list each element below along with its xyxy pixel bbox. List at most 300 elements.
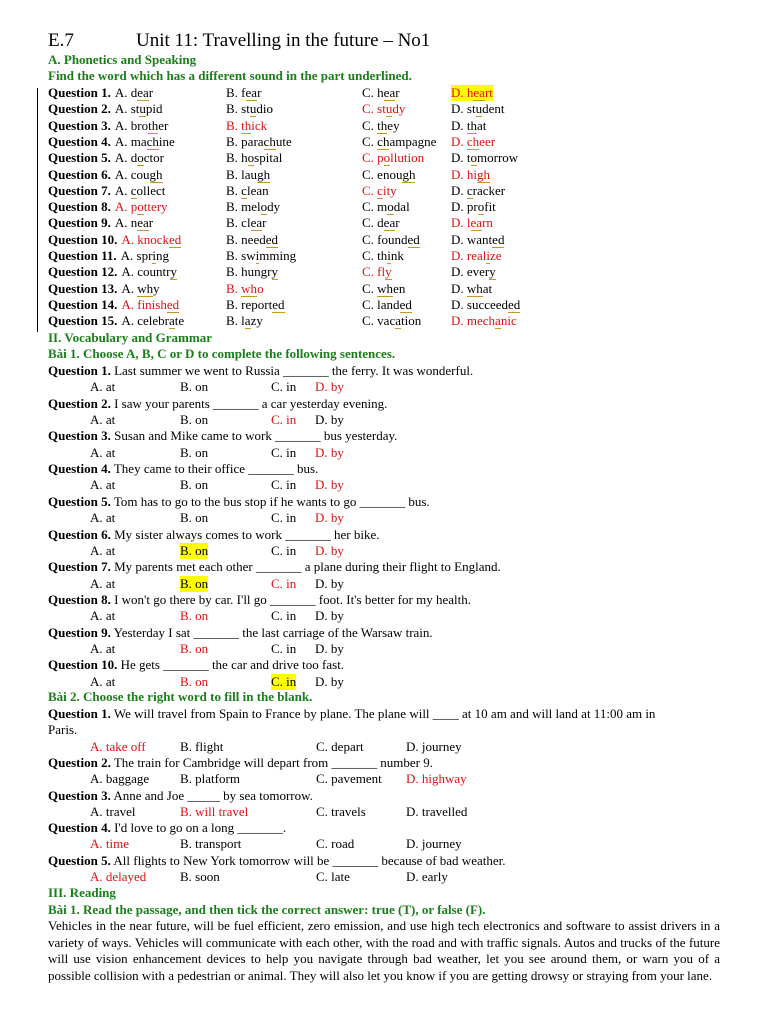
question-label <box>48 215 111 231</box>
question-number: Question 1. <box>48 85 111 100</box>
option-stem: llution <box>390 150 425 166</box>
option-letter: B. <box>226 101 242 117</box>
option-stem: st <box>130 101 140 117</box>
answer-option: B. soon <box>180 869 220 884</box>
answer-option: C. depart <box>316 738 364 754</box>
question-label <box>48 183 111 199</box>
option-letter: D. <box>451 182 467 198</box>
option-letter: A. <box>114 133 131 149</box>
option-letter: B. <box>226 150 242 166</box>
answer-option: C. pavement <box>316 771 382 787</box>
option-letter: C. <box>362 231 378 247</box>
option-letter: B. <box>226 264 242 280</box>
underlined-part: y <box>271 264 279 280</box>
answer-option: D. early <box>406 869 448 884</box>
answer-option: A. at <box>90 673 116 689</box>
answer-option <box>362 281 405 297</box>
question-label <box>48 248 117 264</box>
question-text: We will travel from Spain to France by plane. The plane will ____ at 10 am and will land at 11:00 am in <box>110 706 656 721</box>
question-line <box>48 428 397 444</box>
option-letter: A. <box>114 85 131 100</box>
option-stem: p <box>130 199 138 215</box>
option-letter: A. <box>114 101 131 117</box>
option-stem: enou <box>377 166 403 182</box>
answer-option <box>121 281 159 297</box>
answer-option: D. by <box>315 640 344 656</box>
question-number: Question 7. <box>48 182 111 198</box>
option-stem: lean <box>246 182 269 198</box>
option-letter: D. <box>451 199 467 215</box>
option-stem: er <box>158 117 169 133</box>
option-letter: B. <box>226 182 242 198</box>
option-stem: at <box>482 280 493 296</box>
underlined-part: ch <box>146 133 159 149</box>
option-letter: C. <box>362 215 378 231</box>
question-number: Question 3. <box>48 787 111 803</box>
option-stem: d <box>130 85 138 100</box>
answer-option: C. in <box>271 412 297 427</box>
option-stem: nk <box>390 248 404 263</box>
answer-option <box>362 199 410 215</box>
underlined-part: c <box>241 182 247 198</box>
option-letter: A. <box>121 264 138 280</box>
option-letter: A. <box>114 199 131 215</box>
answer-option <box>451 199 496 215</box>
option-letter: D. <box>451 313 467 329</box>
option-letter: B. <box>226 231 242 247</box>
option-stem: nic <box>500 313 517 329</box>
option-stem: rt <box>484 85 493 100</box>
question-number: Question 3. <box>48 117 111 133</box>
underlined-part: gh <box>477 166 491 182</box>
page-title <box>48 30 430 52</box>
answer-option <box>115 199 168 215</box>
answer-option <box>451 183 505 199</box>
option-letter: A. <box>121 231 138 247</box>
option-letter: A. <box>121 280 138 296</box>
option-stem: pid <box>145 101 163 117</box>
underlined-part: c <box>377 182 383 198</box>
question-number: Question 5. <box>48 852 111 868</box>
question-text: Susan and Mike came to work _______ bus yesterday. <box>110 428 398 444</box>
underlined-part: ea <box>383 85 396 100</box>
option-letter: C. <box>362 199 378 215</box>
question-text: My sister always comes to work _______ her bike. <box>110 526 380 542</box>
answer-option <box>451 264 496 280</box>
answer-option <box>226 232 278 248</box>
option-stem: finish <box>137 296 167 312</box>
option-stem: h <box>241 150 248 166</box>
answer-option: D. by <box>315 575 344 591</box>
option-stem: dio <box>256 101 273 117</box>
question-number: Question 10. <box>48 657 118 673</box>
option-letter: A. <box>121 296 138 312</box>
option-letter: A. <box>114 150 131 166</box>
answer-option: B. on <box>180 412 209 427</box>
answer-option: A. travel <box>90 803 136 819</box>
option-letter: D. <box>451 248 467 263</box>
option-letter: D. <box>451 133 467 149</box>
option-letter: D. <box>451 117 467 133</box>
answer-option: A. at <box>90 608 116 624</box>
underlined-part: gh <box>402 166 416 182</box>
underlined-part: u <box>385 101 393 117</box>
answer-option: A. at <box>90 640 116 656</box>
underlined-part: o <box>383 150 391 166</box>
answer-option <box>362 118 400 134</box>
option-letter: D. <box>451 166 467 182</box>
answer-option <box>451 150 518 166</box>
answer-option: D. travelled <box>406 803 468 819</box>
underlined-part: u <box>249 101 257 117</box>
answer-option: D. by <box>315 673 344 689</box>
answer-option <box>451 281 492 297</box>
answer-option: B. on <box>180 379 209 395</box>
option-letter: C. <box>362 182 378 198</box>
option-letter: D. <box>451 85 467 100</box>
option-stem: eer <box>479 133 496 149</box>
option-stem: land <box>377 296 400 312</box>
question-line <box>48 461 318 477</box>
option-stem: bro <box>130 117 149 133</box>
answer-option <box>115 118 168 134</box>
question-text: Tom has to go to the bus stop if he wants to go _______ bus. <box>110 493 430 509</box>
answer-option <box>451 248 502 264</box>
unit-title: Unit 11: Travelling in the future – No1 <box>136 30 431 51</box>
question-number: Question 15. <box>48 313 118 329</box>
underlined-part: ea <box>383 215 396 231</box>
option-stem: r <box>148 215 154 231</box>
option-stem: ze <box>490 248 502 263</box>
question-number: Question 6. <box>48 166 111 182</box>
answer-option: C. in <box>271 640 297 656</box>
answer-option <box>362 313 421 329</box>
option-letter: D. <box>451 264 467 280</box>
option-stem: report <box>241 296 273 312</box>
question-line <box>48 706 655 722</box>
answer-option: D. highway <box>406 771 467 787</box>
underlined-part: wh <box>137 280 154 296</box>
answer-option <box>121 297 179 313</box>
question-line <box>48 363 473 379</box>
answer-option <box>226 199 280 215</box>
answer-option: D. by <box>315 542 344 558</box>
question-number: Question 2. <box>48 754 111 770</box>
answer-option: C. in <box>271 510 297 526</box>
option-stem: found <box>377 231 408 247</box>
answer-option: D. by <box>315 510 344 526</box>
question-line <box>48 820 286 836</box>
option-letter: C. <box>362 85 378 100</box>
answer-option <box>451 134 495 150</box>
answer-option <box>226 297 285 313</box>
option-stem: ine <box>158 133 175 149</box>
option-letter: B. <box>226 296 242 312</box>
option-letter: B. <box>226 117 242 133</box>
option-stem: ey <box>387 117 400 133</box>
answer-option <box>226 150 282 166</box>
option-stem: racker <box>472 182 506 198</box>
option-stem: ma <box>130 133 147 149</box>
option-stem: fit <box>484 199 496 215</box>
question-label <box>48 232 117 248</box>
question-label <box>48 118 111 134</box>
option-stem: fl <box>377 264 386 280</box>
underlined-part: th <box>466 117 478 133</box>
option-stem: r <box>257 85 262 100</box>
option-stem: r <box>262 215 267 231</box>
option-stem: lau <box>241 166 258 182</box>
option-stem: hi <box>466 166 478 182</box>
underlined-part: ea <box>470 215 483 231</box>
underlined-part: o <box>247 150 255 166</box>
underlined-part: u <box>139 101 146 117</box>
option-stem: r <box>395 215 400 231</box>
option-letter: A. <box>114 166 131 182</box>
option-stem: r <box>148 85 154 100</box>
option-letter: B. <box>226 199 242 215</box>
option-letter: A. <box>121 313 138 329</box>
option-stem: t <box>466 150 471 166</box>
option-stem: celebr <box>137 313 169 329</box>
option-stem: tion <box>401 313 422 329</box>
option-stem: mel <box>241 199 261 215</box>
answer-option <box>362 150 424 166</box>
option-letter: C. <box>362 117 378 133</box>
question-text: All flights to New York tomorrow will be _______ because of bad weather. <box>110 852 506 868</box>
answer-option <box>362 85 400 101</box>
option-stem: sw <box>241 248 256 263</box>
answer-option <box>226 264 278 280</box>
reading-instruction: Bài 1. Read the passage, and then tick the correct answer: true (T), or false (F). <box>48 902 486 917</box>
option-stem: mming <box>259 248 297 263</box>
question-line <box>48 527 379 543</box>
question-number: Question 9. <box>48 624 111 640</box>
answer-option <box>362 134 436 150</box>
answer-option <box>115 85 153 101</box>
underlined-part: th <box>241 117 252 133</box>
underlined-part: o <box>137 199 144 215</box>
answer-option: D. by <box>315 477 344 493</box>
option-stem: para <box>241 133 264 149</box>
question-label <box>48 167 111 183</box>
underlined-part: a <box>395 313 401 329</box>
underlined-part: wh <box>241 280 258 296</box>
option-letter: B. <box>226 215 242 231</box>
underlined-part: ea <box>473 85 485 100</box>
question-line <box>48 396 387 412</box>
answer-option: C. in <box>271 673 297 689</box>
option-letter: B. <box>226 133 242 149</box>
question-number: Question 2. <box>48 101 111 117</box>
underlined-part: ea <box>250 215 263 231</box>
answer-option <box>226 215 266 231</box>
question-line <box>48 788 313 804</box>
option-stem: h <box>466 85 474 100</box>
answer-option: B. on <box>180 510 209 526</box>
option-stem: f <box>241 85 246 100</box>
option-letter: B. <box>226 85 242 100</box>
option-stem: zy <box>250 313 263 329</box>
answer-option: C. late <box>316 869 350 884</box>
question-label <box>48 134 111 150</box>
answer-option <box>362 183 397 199</box>
underlined-part: ed <box>399 296 412 312</box>
option-stem: pr <box>466 199 478 215</box>
underlined-part: ed <box>407 231 420 247</box>
answer-option: C. in <box>271 379 297 395</box>
answer-option <box>451 167 490 183</box>
option-stem: n <box>130 215 138 231</box>
question-number: Question 3. <box>48 428 111 444</box>
underlined-part: ed <box>508 296 521 312</box>
option-letter: C. <box>362 133 378 149</box>
option-stem: ctor <box>143 150 164 166</box>
answer-option <box>115 101 163 117</box>
question-line <box>48 853 505 869</box>
underlined-part: c <box>130 182 137 198</box>
margin-rule <box>37 88 38 332</box>
answer-option: C. in <box>271 542 297 558</box>
option-stem: spital <box>254 150 283 166</box>
question-text: The train for Cambridge will depart from _______ number 9. <box>110 754 433 770</box>
option-letter: D. <box>451 296 467 312</box>
question-label <box>48 101 111 117</box>
option-stem: st <box>377 101 386 117</box>
option-stem: succeed <box>466 296 509 312</box>
question-text: I'd love to go on a long _______. <box>110 820 287 836</box>
option-stem: real <box>466 248 487 263</box>
answer-option: C. road <box>316 836 355 852</box>
underlined-part: ed <box>169 231 182 247</box>
underlined-part: th <box>377 117 388 133</box>
option-stem: ng <box>156 248 170 263</box>
option-stem: at <box>477 117 487 133</box>
option-stem: cl <box>241 215 251 231</box>
option-letter: D. <box>451 231 467 247</box>
option-stem: ampagne <box>389 133 437 149</box>
question-number: Question 8. <box>48 591 111 607</box>
question-number: Question 1. <box>48 706 111 721</box>
question-label <box>48 150 111 166</box>
answer-option <box>451 313 517 329</box>
question-label <box>48 199 111 215</box>
option-letter: C. <box>362 248 378 263</box>
underlined-part: ed <box>492 231 505 247</box>
underlined-part: i <box>152 248 157 263</box>
option-stem: dent <box>482 101 505 117</box>
option-stem: morrow <box>477 150 519 166</box>
option-stem: ollect <box>136 182 166 198</box>
option-letter: B. <box>226 313 242 329</box>
answer-option <box>226 167 270 183</box>
option-stem: want <box>466 231 493 247</box>
answer-option: A. delayed <box>90 869 147 884</box>
underlined-part: o <box>387 199 394 215</box>
answer-option <box>226 183 269 199</box>
question-number: Question 5. <box>48 493 111 509</box>
answer-option <box>451 297 520 313</box>
underlined-part: gh <box>257 166 271 182</box>
question-number: Question 13. <box>48 280 118 296</box>
underlined-part: u <box>475 101 483 117</box>
answer-option: B. on <box>180 640 209 656</box>
question-line <box>48 625 433 641</box>
option-letter: D. <box>451 101 467 117</box>
answer-option: A. at <box>90 575 116 591</box>
answer-option: B. on <box>180 542 209 558</box>
underlined-part: ch <box>377 133 390 149</box>
question-label <box>48 297 117 313</box>
option-stem: st <box>466 101 476 117</box>
option-letter: D. <box>451 215 467 231</box>
option-stem: knock <box>137 231 170 247</box>
answer-option: D. by <box>315 379 344 395</box>
answer-option <box>226 85 261 101</box>
question-number: Question 9. <box>48 215 111 231</box>
underlined-part: a <box>244 313 251 329</box>
underlined-part: ed <box>272 296 285 312</box>
question-text: They came to their office _______ bus. <box>110 461 319 477</box>
option-stem: ever <box>466 264 490 280</box>
answer-option: A. at <box>90 444 116 460</box>
option-stem: m <box>377 199 388 215</box>
answer-option: A. take off <box>90 738 146 754</box>
option-letter: C. <box>362 166 378 182</box>
option-stem: ick <box>251 117 268 133</box>
answer-option <box>115 150 164 166</box>
answer-option: C. in <box>271 477 297 493</box>
underlined-part: a <box>495 313 501 329</box>
option-stem: need <box>241 231 266 247</box>
answer-option: A. at <box>90 510 116 526</box>
question-number: Question 7. <box>48 559 111 575</box>
answer-option <box>226 101 273 117</box>
option-letter: C. <box>362 150 378 166</box>
underlined-part: ea <box>137 85 149 100</box>
bai1-heading: Bài 1. Choose A, B, C or D to complete the following sentences. <box>48 346 396 361</box>
option-stem: dy <box>392 101 406 117</box>
answer-option <box>226 281 264 297</box>
question-line <box>48 559 501 575</box>
option-letter: C. <box>362 101 378 117</box>
option-letter: C. <box>362 313 378 329</box>
answer-option <box>362 248 404 264</box>
answer-option: B. on <box>180 673 209 689</box>
underlined-part: y <box>385 264 392 280</box>
answer-option <box>115 134 175 150</box>
option-letter: A. <box>114 215 131 231</box>
option-letter: C. <box>362 280 378 296</box>
question-text: Anne and Joe _____ by sea tomorrow. <box>110 787 313 803</box>
option-stem: en <box>393 280 406 296</box>
question-label <box>48 281 117 297</box>
answer-option <box>226 118 267 134</box>
underlined-part: o <box>477 199 485 215</box>
answer-option <box>226 134 292 150</box>
question-number: Question 6. <box>48 526 111 542</box>
answer-option: C. in <box>271 444 297 460</box>
underlined-part: wh <box>466 280 483 296</box>
answer-option: D. by <box>315 444 344 460</box>
question-line <box>48 494 430 510</box>
answer-option <box>362 297 412 313</box>
option-letter: A. <box>114 117 131 133</box>
question-label <box>48 313 117 329</box>
option-stem: y <box>153 280 160 296</box>
underlined-part: a <box>169 313 175 329</box>
answer-option: C. in <box>271 608 297 624</box>
